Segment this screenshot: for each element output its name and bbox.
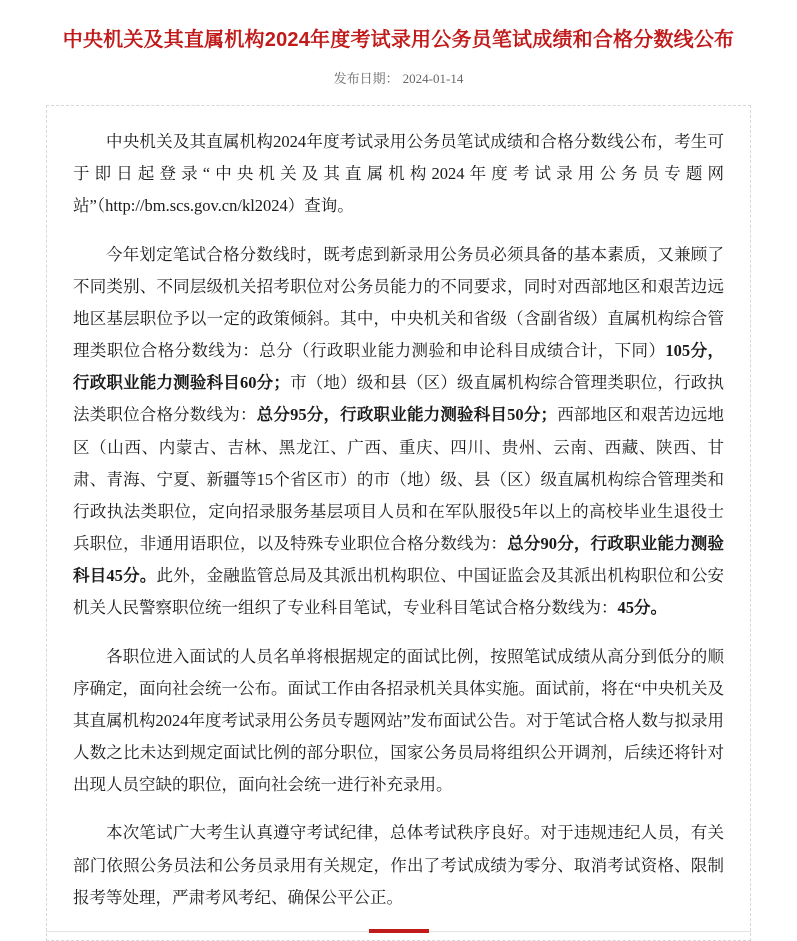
paragraph-3 xyxy=(73,641,724,802)
text-run: 中央机关及其直属机构2024年度考试录用公务员笔试成绩和合格分数线公布，考生可于即日起登录“中央机关及其直属机构2024年度考试录用公务员专题网站”（http://bm.scs.gov.cn/kl2024）查询。 xyxy=(73,132,724,216)
text-run: 西部地区和艰苦边远地区（山西、内蒙古、吉林、黑龙江、广西、重庆、四川、贵州、云南、西藏、陕西、甘肃、青海、宁夏、新疆等15个省区市）的市（地）级、县（区）级直属机构综合管理类和行政执法类职位，定向招录服务基层项目人员和在军队服役5年以上的高校毕业生退役士兵职位，非通用语职位，以及特殊专业职位合格分数线为： xyxy=(73,405,725,554)
paragraph-2 xyxy=(73,239,724,625)
publish-date-label: 发布日期： xyxy=(333,71,399,86)
text-run: 总分90分，行政职业能力测验科目45分。 xyxy=(73,534,725,586)
publish-date-value: 2024-01-14 xyxy=(402,71,464,86)
article-body xyxy=(46,105,751,941)
text-run: 市（地）级和县（区）级直属机构综合管理类职位，行政执法类职位合格分数线为： xyxy=(73,373,725,425)
publish-meta xyxy=(0,54,797,87)
footer-accent-bar xyxy=(369,929,429,933)
text-run: 45分。 xyxy=(617,598,667,618)
paragraph-1 xyxy=(73,126,724,223)
footer-divider xyxy=(0,923,797,941)
text-run: 各职位进入面试的人员名单将根据规定的面试比例，按照笔试成绩从高分到低分的顺序确定，面向社会统一公布。面试工作由各招录机关具体实施。面试前，将在“中央机关及其直属机构2024年度考试录用公务员专题网站”发布面试公告。对于笔试合格人数与拟录用人数之比未达到规定面试比例的部分职位，国家公务员局将组织公开调剂，后续还将针对出现人员空缺的职位，面向社会统一进行补充录用。 xyxy=(73,646,724,795)
text-run: 今年划定笔试合格分数线时，既考虑到新录用公务员必须具备的基本素质，又兼顾了不同类别、不同层级机关招考职位对公务员能力的不同要求，同时对西部地区和艰苦边远地区基层职位予以一定的政策倾斜。其中，中央机关和省级（含副省级）直属机构综合管理类职位合格分数线为：总分（行政职业能力测验和申论科目成绩合计，下同） xyxy=(73,244,724,361)
text-run: 本次笔试广大考生认真遵守考试纪律，总体考试秩序良好。对于违规违纪人员，有关部门依照公务员法和公务员录用有关规定，作出了考试成绩为零分、取消考试资格、限制报考等处理，严肃考风考纪、确保公平公正。 xyxy=(73,823,724,907)
text-run: 105分，行政职业能力测验科目60分； xyxy=(73,341,725,393)
paragraph-4 xyxy=(73,817,724,914)
text-run: 总分95分，行政职业能力测验科目50分； xyxy=(256,405,558,425)
page-title: 中央机关及其直属机构2024年度考试录用公务员笔试成绩和合格分数线公布 xyxy=(62,29,735,51)
text-run: 此外，金融监管总局及其派出机构职位、中国证监会及其派出机构职位和公安机关人民警察职位统一组织了专业科目笔试，专业科目笔试合格分数线为： xyxy=(73,566,725,618)
